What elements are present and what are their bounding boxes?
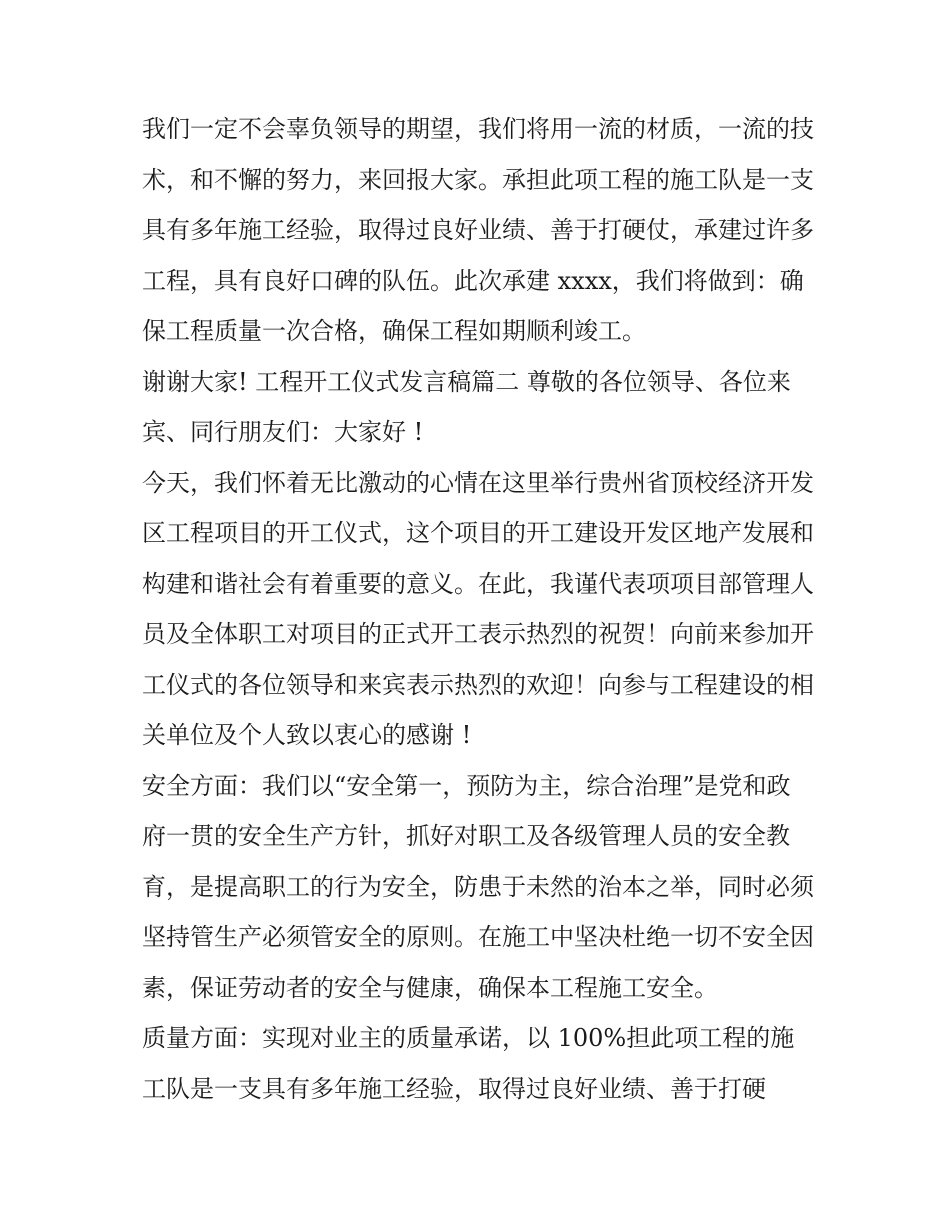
paragraph-commitment: 我们一定不会辜负领导的期望，我们将用一流的材质，一流的技术，和不懈的努力，来回报大家。承担此项工程的施工队是一支具有多年施工经验，取得过良好业绩、善于打硬仗，承建过许多工程，具有良好口碑的队伍。此次承建 xxxx，我们将做到：确保工程质量一次合格，确保工程如期顺利竣工。 [142,115,814,345]
paragraph-ceremony: 今天，我们怀着无比激动的心情在这里举行贵州省顶校经济开发区工程项目的开工仪式，这个项目的开工建设开发区地产发展和构建和谐社会有着重要的意义。在此，我谨代表项项目部管理人员及全体职工对项目的正式开工表示热烈的祝贺！向前来参加开工仪式的各位领导和来宾表示热烈的欢迎！向参与工程建设的相关单位及个人致以衷心的感谢 ! [142,468,814,749]
paragraph-thanks-greeting: 谢谢大家! 工程开工仪式发言稿篇二 尊敬的各位领导、各位来宾、同行朋友们：大家好 ! [142,367,791,446]
paragraph-quality: 质量方面：实现对业主的质量承诺，以 100%担此项工程的施工队是一支具有多年施工经验，取得过良好业绩、善于打硬 [142,1024,795,1103]
paragraph-safety: 安全方面：我们以“安全第一，预防为主，综合治理”是党和政府一贯的安全生产方针，抓好对职工及各级管理人员的安全教育，是提高职工的行为安全，防患于未然的治本之举，同时必须坚持管生产必须管安全的原则。在施工中坚决杜绝一切不安全因素，保证劳动者的安全与健康，确保本工程施工安全。 [142,771,814,1002]
document-body [142,104,814,1114]
